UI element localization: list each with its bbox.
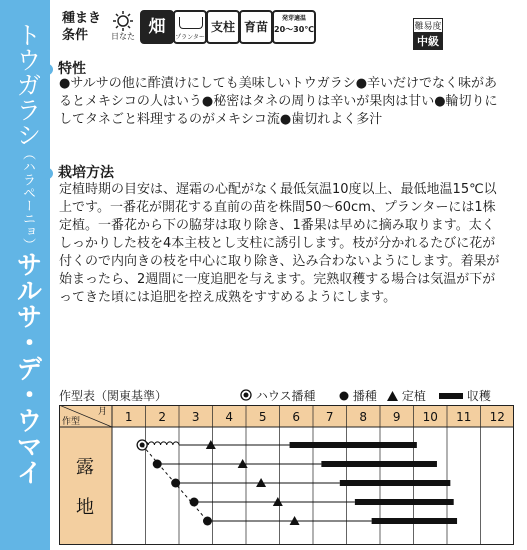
sowing-marker [171, 479, 180, 488]
type-column-background [59, 427, 112, 545]
corner-type-label: 作型 [62, 417, 81, 427]
difficulty-badge [413, 18, 443, 50]
month-label: 11 [456, 410, 472, 424]
difficulty-value: 中級 [413, 32, 443, 50]
seedling-badge: 育苗 [239, 10, 273, 44]
bullet-dot-icon [42, 168, 53, 179]
month-label: 6 [292, 410, 301, 424]
house-sowing-icon [240, 389, 252, 401]
stake-badge: 支柱 [206, 10, 240, 44]
bullet-dot-icon [42, 64, 53, 75]
temp-caption: 発芽適温 [281, 15, 306, 22]
legend-harvest [439, 387, 491, 404]
harvest-bar [355, 499, 454, 505]
harvest-bar [340, 480, 451, 486]
month-label: 12 [489, 410, 505, 424]
row-label-open-field-1: 露 [76, 457, 94, 478]
product-name [5, 22, 47, 485]
cultivation-heading [42, 162, 114, 182]
features-text: ●サルサの他に酢漬けにしても美味しいトウガラシ●辛いだけでなく味があるとメキシコの人はいう●秘密はタネの周りは辛いが果肉は甘い●輪切りにしてタネごと料理するのがメキシコ流●歯切れよく多汁 [59, 76, 498, 127]
harvest-bar [321, 461, 437, 467]
row-label-open-field-2: 地 [76, 497, 94, 518]
product-category: トウガラシ [13, 22, 42, 147]
sowing-icon [339, 391, 349, 401]
month-label: 1 [124, 410, 133, 424]
sun-condition [107, 10, 139, 42]
legend-sowing [339, 387, 377, 404]
harvest-bar-icon [439, 392, 463, 400]
difficulty-label: 難易度 [413, 18, 443, 32]
sun-caption: 日なた [111, 32, 135, 41]
month-label: 4 [225, 410, 234, 424]
planter-icon [179, 17, 203, 29]
harvest-bar [290, 442, 417, 448]
germination-temp-badge [272, 10, 316, 44]
planting-icon [387, 391, 398, 401]
month-label: 2 [158, 410, 167, 424]
legend-house-sowing [240, 387, 315, 404]
month-label: 8 [359, 410, 368, 424]
legend-planting-label: 定植 [401, 389, 426, 403]
planter-badge [173, 10, 207, 44]
cultivation-text: 定植時期の目安は、遅霜の心配がなく最低気温10度以上、最低地温15℃以上です。一番花が開花する直前の苗を株間50〜60cm、プランターには1株定植。一番花から下の脇芽は取り除き、1番果は早めに摘み取ります。太くしっかりした枝を4本主枝とし支柱に誘引します。枝が分かれるたびに花が付くので内向きの枝を中心に取り除き、込み合わないようにします。着果が始まったら、2週間に一度追肥を与えます。完熟収穫する場合は気温が下がってきた頃には追肥を控え成熟をすすめるようにします。 [59, 182, 500, 305]
legend-harvest-label: 収穫 [466, 389, 491, 403]
month-label: 9 [392, 410, 401, 424]
legend-sowing-label: 播種 [352, 389, 377, 403]
sowing-conditions-label: 種まき条件 [62, 11, 102, 43]
corner-month-label: 月 [97, 407, 107, 417]
product-sidebar [0, 0, 50, 550]
field-badge: 畑 [140, 10, 174, 44]
month-label: 7 [325, 410, 334, 424]
product-subtype: （ハラペーニョ） [20, 147, 35, 251]
sowing-marker [153, 460, 162, 469]
cultivation-title: 栽培方法 [58, 165, 114, 181]
legend-house-label: ハウス播種 [255, 389, 316, 403]
schedule-title: 作型表（関東基準） [59, 389, 168, 403]
month-label: 5 [258, 410, 267, 424]
harvest-bar [372, 518, 457, 524]
month-label: 10 [422, 410, 438, 424]
schedule-rows [137, 440, 457, 526]
temp-range: 20〜30℃ [274, 25, 314, 34]
legend-planting [387, 387, 426, 404]
planter-caption: プランター [175, 34, 205, 41]
product-variety: サルサ・デ・ウマイ [12, 251, 42, 485]
month-label: 3 [191, 410, 200, 424]
schedule-chart [59, 405, 514, 545]
features-title: 特性 [58, 61, 86, 77]
